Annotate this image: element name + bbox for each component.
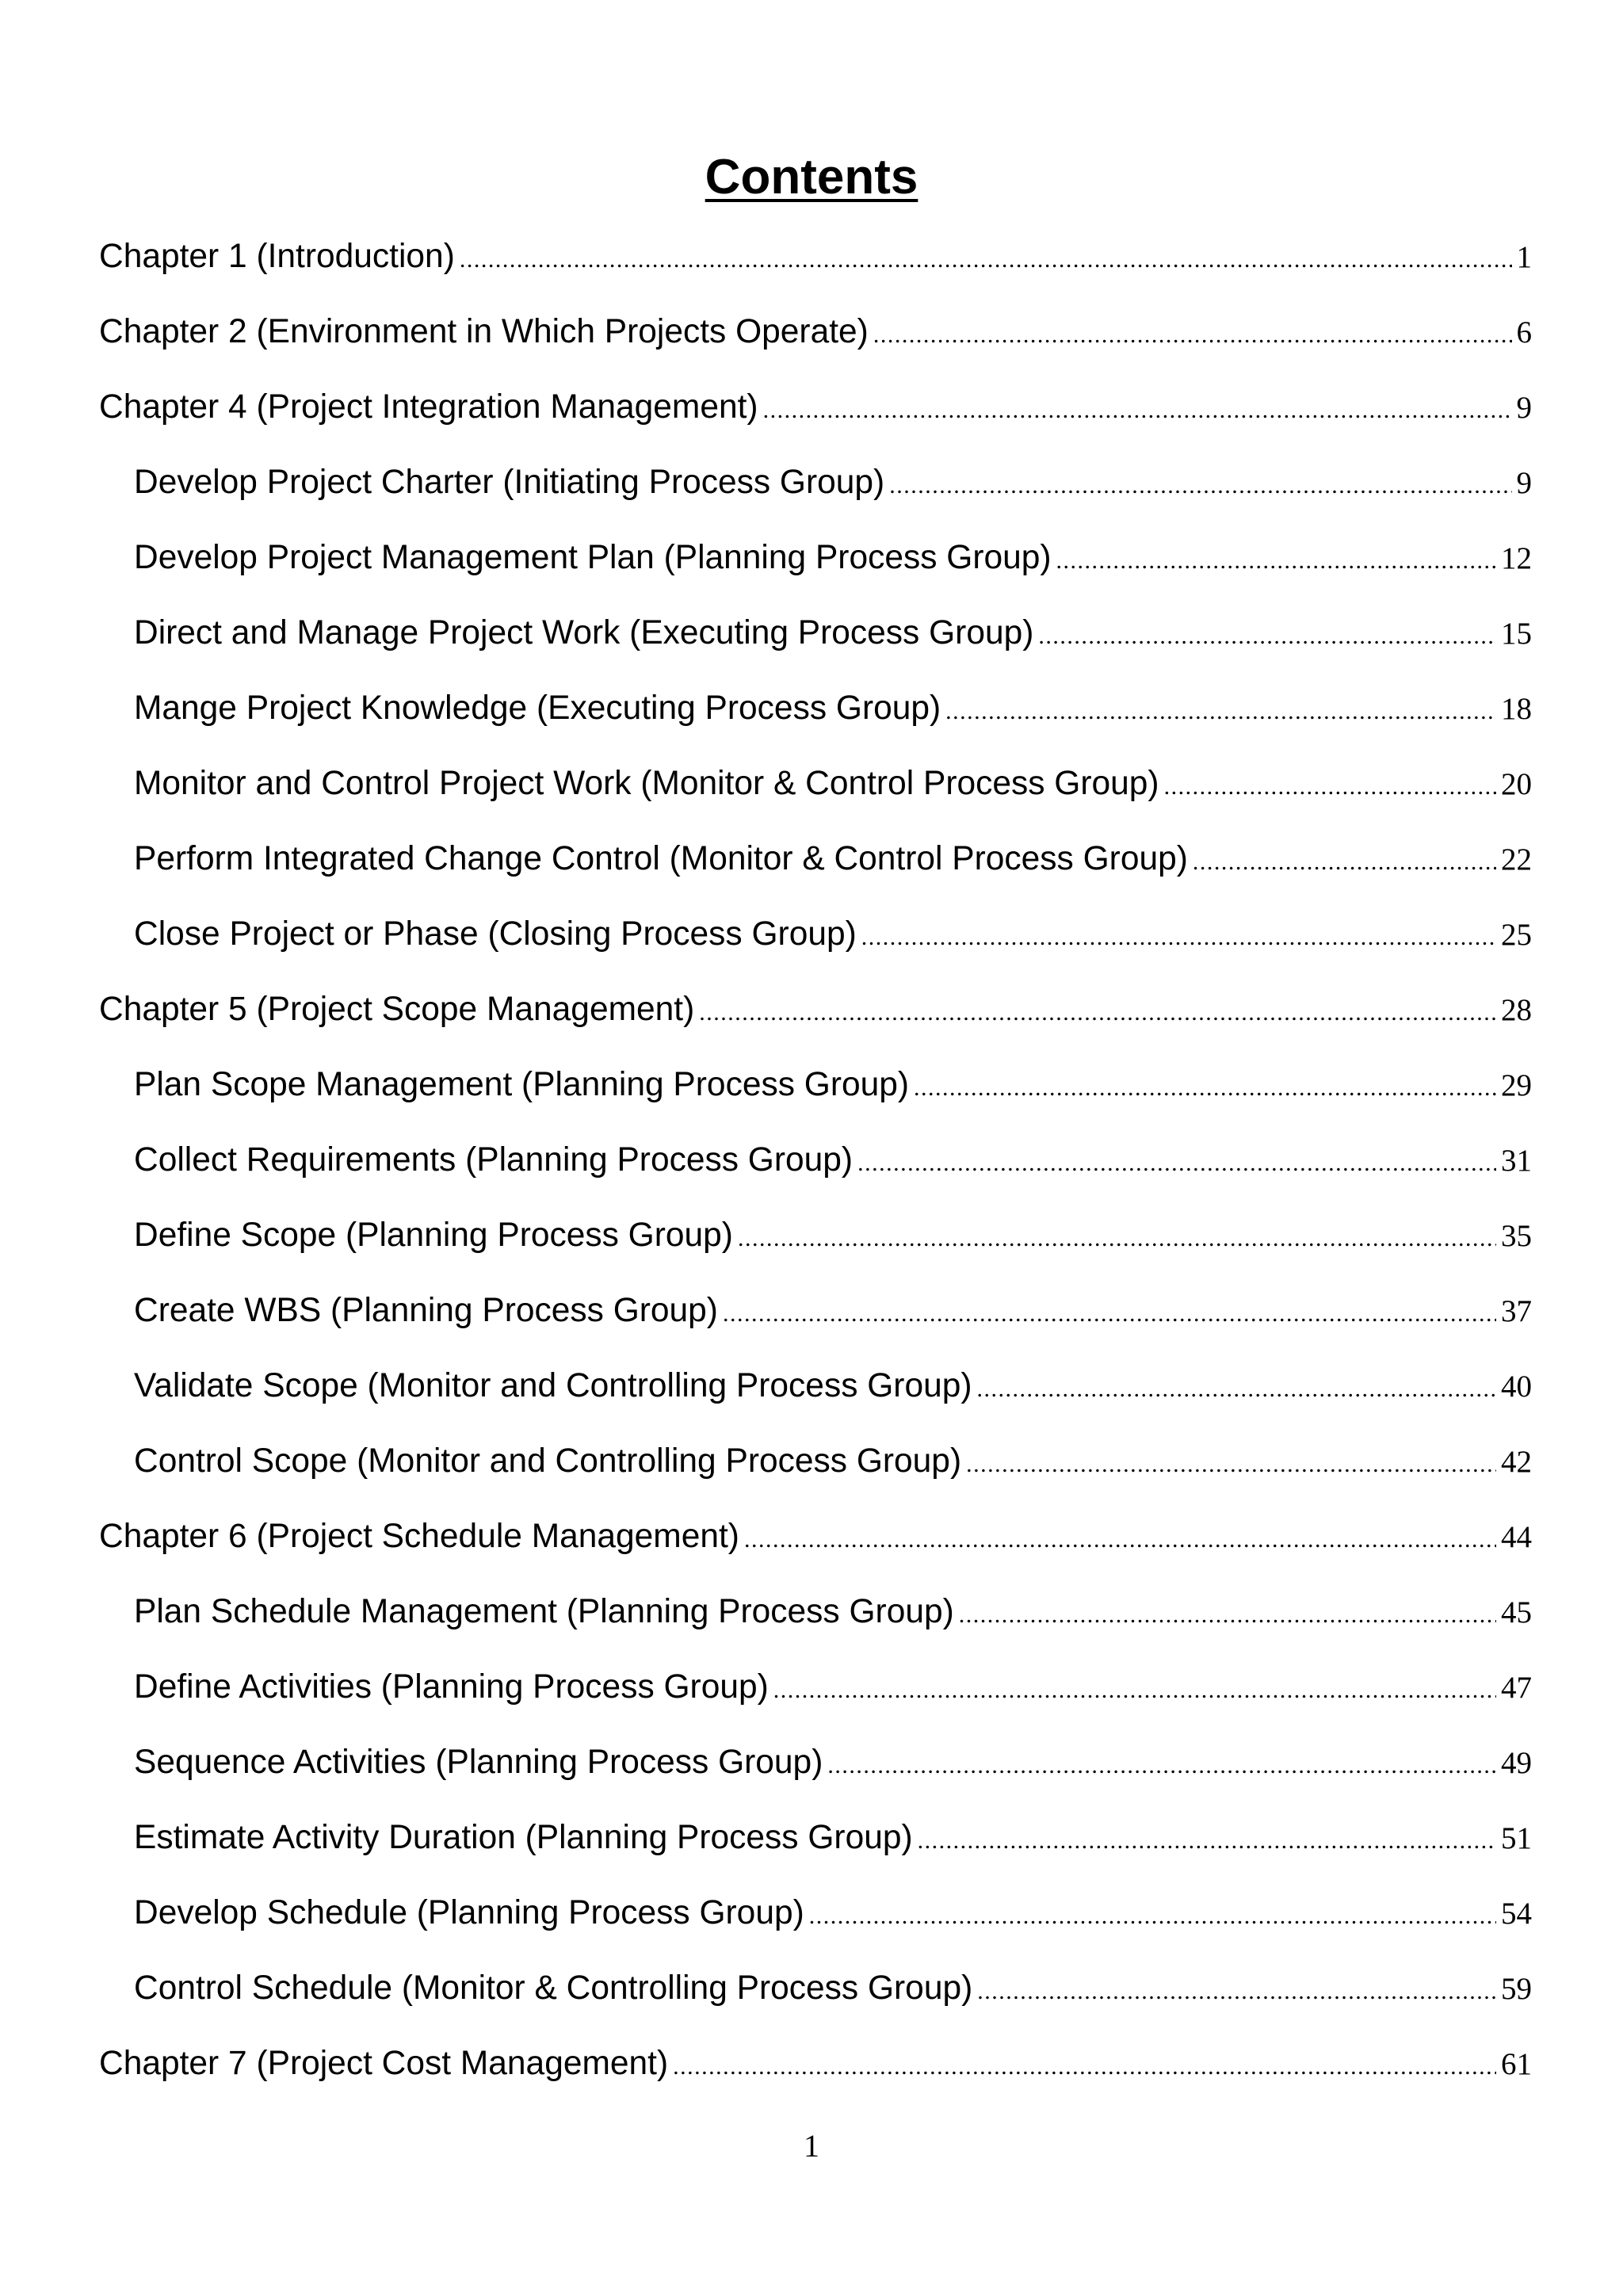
toc-entry-label: Sequence Activities (Planning Process Group) bbox=[134, 1744, 823, 1781]
toc-section-entry[interactable] bbox=[99, 1729, 1532, 1805]
dot-leader bbox=[460, 227, 1512, 293]
toc-entry-page-number: 51 bbox=[1501, 1821, 1532, 1855]
toc-chapter-entry[interactable] bbox=[99, 223, 1532, 299]
dot-leader bbox=[763, 377, 1512, 444]
page-number: 1 bbox=[804, 2128, 819, 2164]
toc-section-entry[interactable] bbox=[99, 1955, 1532, 2030]
toc-entry-page-number: 9 bbox=[1516, 391, 1532, 425]
toc-entry-page-number: 1 bbox=[1516, 240, 1532, 274]
dot-leader bbox=[673, 2034, 1496, 2100]
toc-chapter-entry[interactable] bbox=[99, 1503, 1532, 1579]
toc-entry-page-number: 59 bbox=[1501, 1972, 1532, 2006]
dot-leader bbox=[914, 1055, 1496, 1121]
dot-leader bbox=[699, 980, 1496, 1046]
toc-entry-page-number: 20 bbox=[1501, 767, 1532, 801]
toc-entry-page-number: 9 bbox=[1516, 466, 1532, 500]
toc-section-entry[interactable] bbox=[99, 1353, 1532, 1428]
toc-entry-page-number: 29 bbox=[1501, 1068, 1532, 1102]
toc-section-entry[interactable] bbox=[99, 1127, 1532, 1202]
toc-entry-label: Monitor and Control Project Work (Monitor & Control Process Group) bbox=[134, 765, 1159, 802]
toc-entry-page-number: 47 bbox=[1501, 1671, 1532, 1705]
toc-section-entry[interactable] bbox=[99, 901, 1532, 976]
toc-entry-label: Chapter 6 (Project Schedule Management) bbox=[99, 1518, 739, 1555]
toc-entry-label: Develop Project Charter (Initiating Process Group) bbox=[134, 464, 885, 501]
toc-entry-page-number: 49 bbox=[1501, 1746, 1532, 1780]
toc-section-entry[interactable] bbox=[99, 675, 1532, 751]
toc-entry-page-number: 31 bbox=[1501, 1144, 1532, 1178]
dot-leader bbox=[809, 1883, 1496, 1950]
toc-entry-page-number: 40 bbox=[1501, 1370, 1532, 1404]
dot-leader bbox=[861, 904, 1496, 971]
page-title: Contents bbox=[705, 150, 918, 204]
toc-entry-label: Chapter 2 (Environment in Which Projects Operate) bbox=[99, 313, 869, 350]
dot-leader bbox=[744, 1507, 1496, 1573]
dot-leader bbox=[977, 1356, 1496, 1423]
toc-entry-label: Close Project or Phase (Closing Process Group) bbox=[134, 915, 857, 953]
toc-entry-label: Collect Requirements (Planning Process Group) bbox=[134, 1141, 854, 1179]
dot-leader bbox=[1164, 754, 1496, 820]
toc-entry-page-number: 37 bbox=[1501, 1294, 1532, 1328]
toc-section-entry[interactable] bbox=[99, 826, 1532, 901]
dot-leader bbox=[873, 302, 1512, 369]
toc-entry-page-number: 25 bbox=[1501, 918, 1532, 952]
toc-entry-label: Validate Scope (Monitor and Controlling Process Group) bbox=[134, 1367, 972, 1404]
dot-leader bbox=[918, 1808, 1496, 1874]
toc-entry-label: Develop Project Management Plan (Planning Process Group) bbox=[134, 539, 1052, 576]
toc-entry-label: Plan Schedule Management (Planning Process Group) bbox=[134, 1593, 954, 1630]
toc-entry-label: Perform Integrated Change Control (Monitor & Control Process Group) bbox=[134, 840, 1188, 877]
toc-section-entry[interactable] bbox=[99, 1202, 1532, 1278]
toc-entry-page-number: 61 bbox=[1501, 2047, 1532, 2081]
toc-entry-page-number: 18 bbox=[1501, 692, 1532, 726]
toc-section-entry[interactable] bbox=[99, 751, 1532, 826]
toc-entry-page-number: 35 bbox=[1501, 1219, 1532, 1253]
toc-entry-label: Estimate Activity Duration (Planning Process Group) bbox=[134, 1819, 913, 1856]
dot-leader bbox=[977, 1958, 1496, 2025]
toc-chapter-entry[interactable] bbox=[99, 976, 1532, 1052]
toc-section-entry[interactable] bbox=[99, 449, 1532, 525]
toc-section-entry[interactable] bbox=[99, 1579, 1532, 1654]
toc-entry-page-number: 45 bbox=[1501, 1595, 1532, 1629]
toc-entry-label: Plan Scope Management (Planning Process Group) bbox=[134, 1066, 910, 1103]
toc-chapter-entry[interactable] bbox=[99, 299, 1532, 374]
toc-entry-label: Chapter 7 (Project Cost Management) bbox=[99, 2045, 669, 2082]
toc-entry-label: Define Activities (Planning Process Group) bbox=[134, 1668, 769, 1706]
toc-entry-label: Chapter 1 (Introduction) bbox=[99, 238, 455, 275]
toc-entry-page-number: 6 bbox=[1516, 315, 1532, 350]
table-of-contents bbox=[99, 223, 1532, 2106]
dot-leader bbox=[827, 1733, 1496, 1799]
toc-section-entry[interactable] bbox=[99, 1052, 1532, 1127]
dot-leader bbox=[773, 1657, 1496, 1724]
dot-leader bbox=[857, 1130, 1496, 1197]
toc-entry-page-number: 42 bbox=[1501, 1445, 1532, 1479]
toc-chapter-entry[interactable] bbox=[99, 374, 1532, 449]
dot-leader bbox=[966, 1431, 1496, 1498]
dot-leader bbox=[1038, 603, 1496, 670]
toc-entry-label: Develop Schedule (Planning Process Group) bbox=[134, 1894, 804, 1931]
dot-leader bbox=[959, 1582, 1496, 1648]
toc-section-entry[interactable] bbox=[99, 1880, 1532, 1955]
toc-section-entry[interactable] bbox=[99, 525, 1532, 600]
toc-section-entry[interactable] bbox=[99, 1805, 1532, 1880]
dot-leader bbox=[945, 678, 1496, 745]
toc-section-entry[interactable] bbox=[99, 1278, 1532, 1353]
toc-chapter-entry[interactable] bbox=[99, 2030, 1532, 2106]
dot-leader bbox=[1056, 528, 1496, 594]
dot-leader bbox=[738, 1205, 1496, 1272]
toc-entry-page-number: 22 bbox=[1501, 842, 1532, 877]
toc-entry-page-number: 54 bbox=[1501, 1897, 1532, 1931]
toc-entry-label: Create WBS (Planning Process Group) bbox=[134, 1292, 718, 1329]
toc-section-entry[interactable] bbox=[99, 1654, 1532, 1729]
toc-entry-label: Mange Project Knowledge (Executing Process Group) bbox=[134, 690, 941, 727]
toc-section-entry[interactable] bbox=[99, 1428, 1532, 1503]
toc-entry-label: Chapter 4 (Project Integration Management) bbox=[99, 388, 758, 426]
toc-entry-page-number: 15 bbox=[1501, 617, 1532, 651]
toc-section-entry[interactable] bbox=[99, 600, 1532, 675]
toc-entry-label: Chapter 5 (Project Scope Management) bbox=[99, 991, 695, 1028]
toc-entry-label: Direct and Manage Project Work (Executing Process Group) bbox=[134, 614, 1034, 651]
toc-entry-label: Define Scope (Planning Process Group) bbox=[134, 1217, 733, 1254]
toc-entry-page-number: 44 bbox=[1501, 1520, 1532, 1554]
dot-leader bbox=[889, 453, 1511, 519]
toc-entry-page-number: 12 bbox=[1501, 541, 1532, 575]
dot-leader bbox=[723, 1281, 1496, 1347]
toc-entry-page-number: 28 bbox=[1501, 993, 1532, 1027]
toc-entry-label: Control Scope (Monitor and Controlling Process Group) bbox=[134, 1442, 962, 1480]
dot-leader bbox=[1193, 829, 1496, 896]
toc-entry-label: Control Schedule (Monitor & Controlling Process Group) bbox=[134, 1969, 973, 2007]
